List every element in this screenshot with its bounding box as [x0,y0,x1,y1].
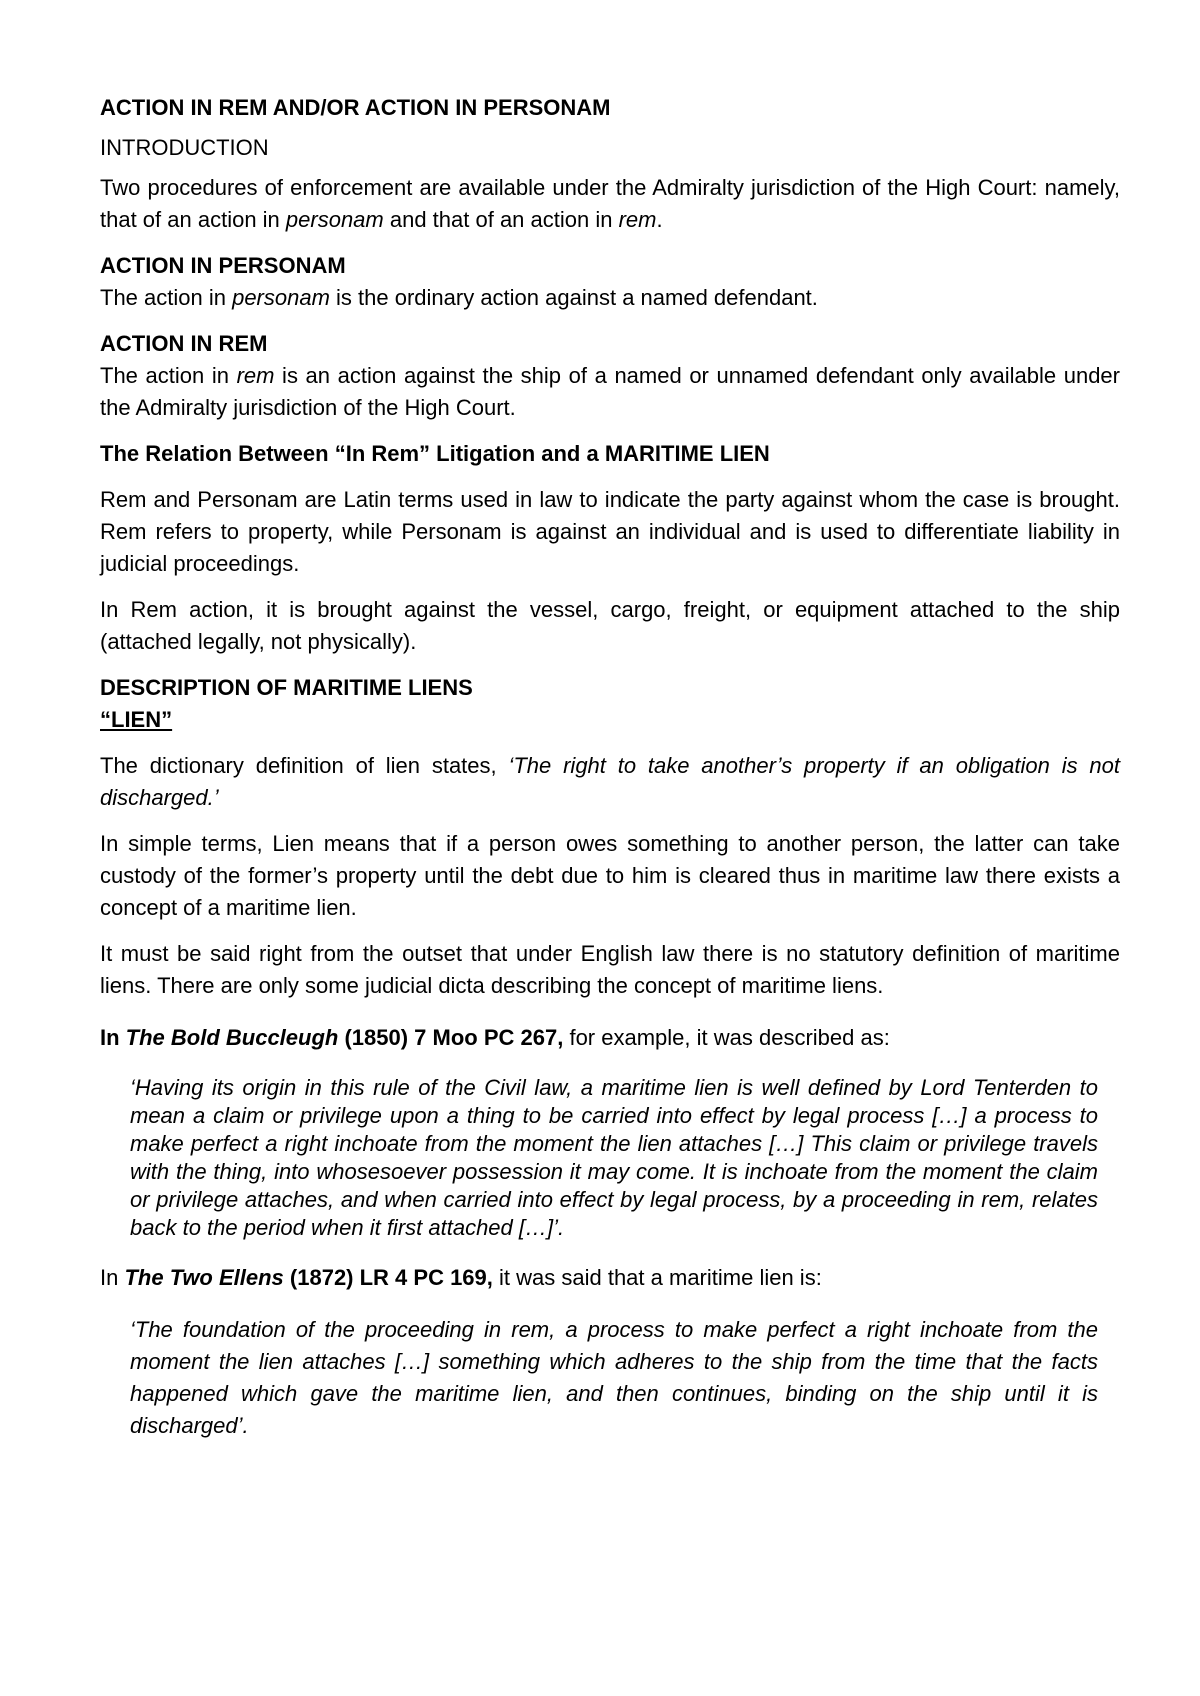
bold-buccleugh-quote: ‘Having its origin in this rule of the Civil law, a maritime lien is well defined by Lord Tenterden to mean a claim or privilege upon a thing to be carried into effect by legal process […] a process to make perfect a right inchoate from the moment the lien attaches […] This claim or privilege travels with the thing, into whosesoever possession it may come. It is inchoate from the moment the claim or privilege attaches, and when carried into effect by legal process, by a proceeding in rem, relates back to the period when it first attached […]’. [130,1075,1098,1240]
intro-heading: INTRODUCTION [100,135,269,160]
two-ellens-quote: ‘The foundation of the proceeding in rem, a process to make perfect a right inchoate from the moment the lien attaches […] something which adheres to the ship from the time that the facts happened which gave the maritime lien, and then continues, binding on the ship until it is discharged’. [130,1317,1098,1438]
document-page [100,92,1120,1442]
relation-heading: The Relation Between “In Rem” Litigation and a MARITIME LIEN [100,441,770,466]
relation-paragraph-1: Rem and Personam are Latin terms used in law to indicate the party against whom the case is brought. Rem refers to property, while Personam is against an individual and is used to differentiate liability in judicial proceedings. [100,487,1120,576]
rem-paragraph: The action in rem is an action against the ship of a named or unnamed defendant only available under the Admiralty jurisdiction of the High Court. [100,363,1120,420]
relation-paragraph-2: In Rem action, it is brought against the vessel, cargo, freight, or equipment attached to the ship (attached legally, not physically). [100,597,1120,654]
two-ellens-intro: In The Two Ellens (1872) LR 4 PC 169, it was said that a maritime lien is: [100,1265,822,1290]
no-statutory-definition-paragraph: It must be said right from the outset that under English law there is no statutory definition of maritime liens. There are only some judicial dicta describing the concept of maritime liens. [100,941,1120,998]
lien-simple-terms-paragraph: In simple terms, Lien means that if a person owes something to another person, the latter can take custody of the former’s property until the debt due to him is cleared thus in maritime law there exists a concept of a maritime lien. [100,831,1120,920]
case-name-two-ellens: The Two Ellens [124,1265,284,1290]
lien-definition-paragraph: The dictionary definition of lien states, ‘The right to take another’s property if an obligation is not discharged.’ [100,753,1120,810]
intro-paragraph: Two procedures of enforcement are available under the Admiralty jurisdiction of the High Court: namely, that of an action in personam and that of an action in rem. [100,175,1120,232]
rem-heading: ACTION IN REM [100,331,268,356]
bold-buccleugh-intro: In The Bold Buccleugh (1850) 7 Moo PC 267, for example, it was described as: [100,1025,890,1050]
document-title: ACTION IN REM AND/OR ACTION IN PERSONAM [100,95,611,120]
lien-subheading: “LIEN” [100,707,173,732]
description-heading: DESCRIPTION OF MARITIME LIENS [100,675,473,700]
case-name-bold-buccleugh: The Bold Buccleugh [125,1025,339,1050]
personam-paragraph: The action in personam is the ordinary action against a named defendant. [100,285,818,310]
personam-heading: ACTION IN PERSONAM [100,253,346,278]
